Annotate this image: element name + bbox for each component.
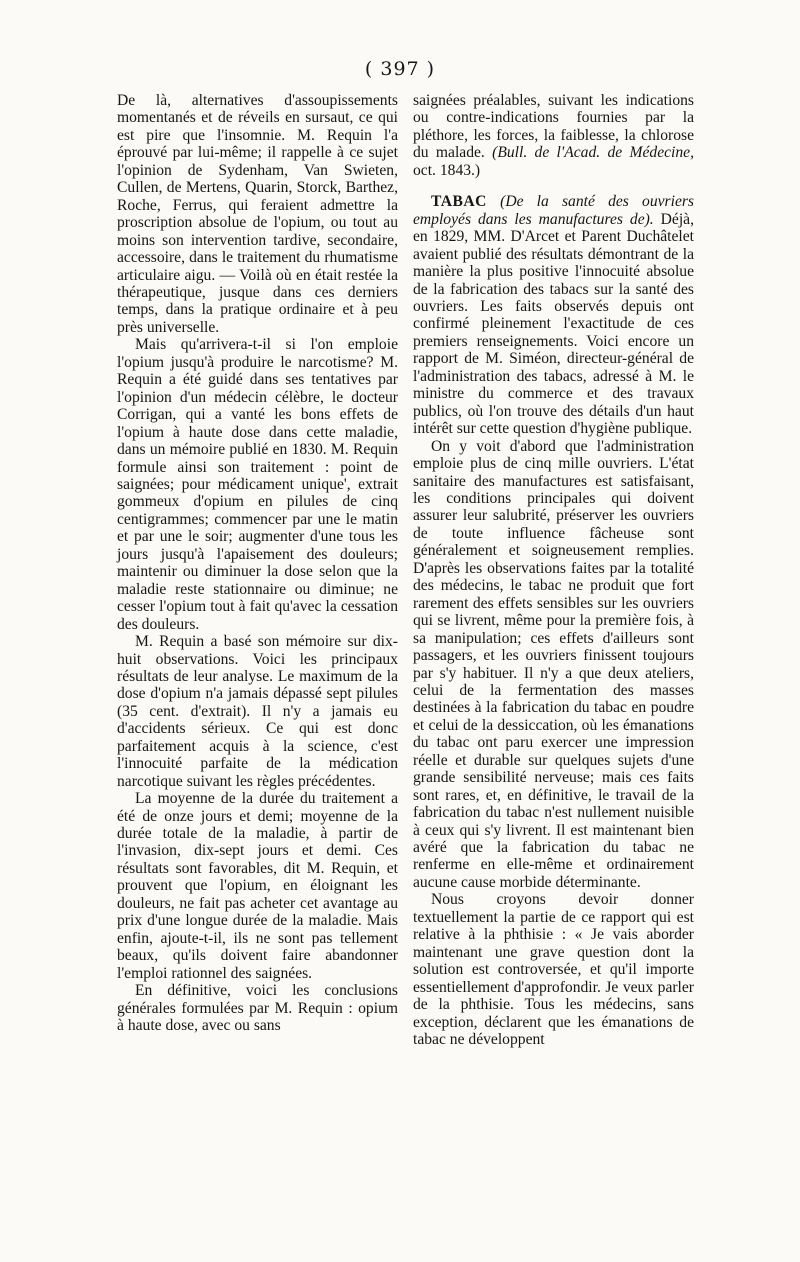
- right-column: [413, 92, 694, 1048]
- entry-body: Déjà, en 1829, MM. D'Arcet et Parent Duchâtelet avaient publié des résultats démontrant de la manière la plus positive l'innocuité absolue de la fabrication des tabacs sur la santé des ouvriers. Les faits observés depuis ont confirmé pleinement l'exactitude de ces premiers renseignements. Voici encore un rapport de M. Siméon, directeur-général de l'administration des tabacs, adressé à M. le ministre du commerce et des travaux publics, où l'on trouve des détails d'un haut intérêt sur cette question d'hygiène publique.: [413, 210, 694, 438]
- page-number: ( 397 ): [364, 58, 436, 80]
- paragraph: M. Requin a basé son mémoire sur dix-huit observations. Voici les principaux résultats de leur analyse. Le maximum de la dose d'opium n'a jamais dépassé sept pilules (35 cent. d'extrait). Il n'y a jamais eu d'accidents sérieux. Ce qui est donc parfaitement acquis à la science, c'est l'innocuité parfaite de la médication narcotique suivant les règles précédentes.: [117, 633, 398, 790]
- paragraph-text: saignées préalables, suivant les indications ou contre-indications fournies par la pléthore, les forces, la faiblesse, la chlorose du malade.: [413, 92, 694, 162]
- citation-date: oct. 1843.): [413, 161, 481, 179]
- paragraph: De là, alternatives d'assoupissements momentanés et de réveils en sursaut, ce qui est pire que l'insomnie. M. Requin l'a éprouvé par lui-même; il rappelle à ce sujet l'opinion de Sydenham, Van Swieten, Cullen, de Mertens, Quarin, Storck, Barthez, Roche, Ferrus, qui feraient admettre la proscription absolue de l'opium, ou tout au moins son intervention tardive, secondaire, accessoire, dans le traitement du rhumatisme articulaire aigu. — Voilà où en était restée la thérapeutique, jusque dans ces derniers temps, dans la pratique ordinaire et à peu près universelle.: [117, 92, 398, 336]
- entry-subtitle: (De la santé des ouvriers employés dans les manufactures de).: [413, 193, 695, 228]
- entry-paragraph: [413, 193, 694, 437]
- paragraph: Mais qu'arrivera-t-il si l'on emploie l'opium jusqu'à produire le narcotisme? M. Requin a été guidé dans ses tentatives par l'opinion d'un médecin célèbre, le docteur Corrigan, qui a vanté les bons effets de l'opium à haute dose dans cette maladie, dans un mémoire publié en 1830. M. Requin formule ainsi son traitement : point de saignées; pour médicament unique', extrait gommeux d'opium en pilules de cinq centigrammes; commencer par une le matin et par une le soir; augmenter d'une tous les jours jusqu'à l'apaisement des douleurs; maintenir ou diminuer la dose selon que la maladie reste stationnaire ou diminue; ne cesser l'opium tout à fait qu'avec la cessation des douleurs.: [117, 336, 398, 633]
- paragraph: On y voit d'abord que l'administration emploie plus de cinq mille ouvriers. L'état sanitaire des manufactures est satisfaisant, les conditions principales qui doivent assurer leur salubrité, préserver les ouvriers de toute influence fâcheuse sont généralement et soigneusement remplies. D'après les observations faites par la totalité des médecins, le tabac ne produit que fort rarement des effets sensibles sur les ouvriers qui se livrent, même pour la première fois, à sa manipulation; ces effets d'ailleurs sont passagers, et les ouvriers finissent toujours par s'y habituer. Il n'y a que deux ateliers, celui de la fermentation des masses destinées à la fabrication du tabac en poudre et celui de la dessiccation, où les émanations du tabac ont paru exercer une impression réelle et durable sur quelques sujets d'une grande sensibilité nerveuse; mais ces faits sont rares, et, en définitive, le travail de la fabrication du tabac n'est nullement nuisible à ceux qui s'y livrent. Il est maintenant bien avéré que la fabrication du tabac ne renferme en elle-même et ordinairement aucune cause morbide déterminante.: [413, 437, 694, 891]
- left-column: [117, 92, 398, 1034]
- paragraph: La moyenne de la durée du traitement a été de onze jours et demi; moyenne de la durée totale de la maladie, à partir de l'invasion, dix-sept jours et demi. Ces résultats sont favorables, dit M. Requin, et prouvent que l'opium, en éloignant les douleurs, ne fait pas acheter cet avantage au prix d'une longue durée de la maladie. Mais enfin, ajoute-t-il, ils ne sont pas tellement beaux, qu'ils doivent faire abandonner l'emploi rationnel des saignées.: [117, 790, 398, 982]
- paragraph: En définitive, voici les conclusions générales formulées par M. Requin : opium à haute dose, avec ou sans: [117, 982, 398, 1035]
- citation-journal: (Bull. de l'Acad. de Médecine,: [492, 144, 694, 162]
- paragraph: [413, 92, 694, 179]
- paragraph: Nous croyons devoir donner textuellement la partie de ce rapport qui est relative à la phthisie : « Je vais aborder maintenant une grave question dont la solution est controversée, et qu'il importe essentiellement d'approfondir. Je veux parler de la phthisie. Tous les médecins, sans exception, déclarent que les émanations de tabac ne développent: [413, 891, 694, 1049]
- entry-title: TABAC: [431, 193, 487, 211]
